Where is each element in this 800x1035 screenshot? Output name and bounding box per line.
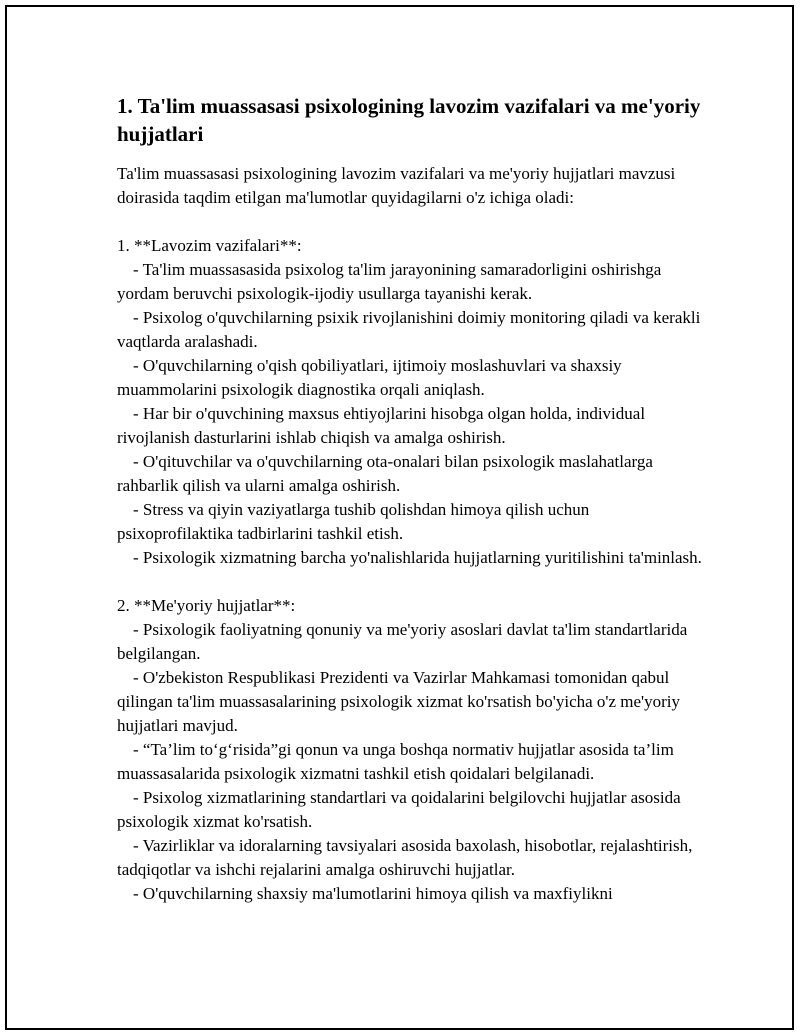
list-item-continuation: rejalashtirish, tadqiqotlar va ishchi rejalarini amalga oshiruvchi hujjatlar. [117, 836, 693, 879]
list-item-first-line: - Psixologik xizmatning barcha yo'nalishlarida hujjatlarning yuritilishini [133, 548, 625, 567]
list-item [117, 402, 707, 450]
list-item [117, 618, 707, 666]
document-body [117, 92, 707, 906]
list-item [117, 450, 707, 498]
section-regulations [117, 594, 707, 906]
list-item-continuation: individual rivojlanish dasturlarini ishlab chiqish va amalga oshirish. [117, 404, 646, 447]
list-item [117, 738, 707, 786]
list-item-first-line: - Stress va qiyin vaziyatlarga tushib qolishdan himoya qilish uchun [133, 500, 590, 519]
list-item-first-line: - Vazirliklar va idoralarning tavsiyalari asosida baxolash, hisobotlar, [133, 836, 597, 855]
list-item-first-line: - Har bir o'quvchining maxsus ehtiyojlarini hisobga olgan holda, [133, 404, 572, 423]
list-item-first-line: - Ta'lim muassasasida psixolog ta'lim jarayonining samaradorligini [133, 260, 588, 279]
list-item [117, 546, 707, 570]
list-item-first-line: - O'quvchilarning o'qish qobiliyatlari, ijtimoiy moslashuvlari va shaxsiy [133, 356, 622, 375]
list-item-continuation: oshirishga yordam beruvchi psixologik-ijodiy usullarga tayanishi kerak. [117, 260, 662, 303]
list-item [117, 882, 707, 906]
list-item [117, 354, 707, 402]
list-item-continuation: psixoprofilaktika tadbirlarini tashkil etish. [117, 524, 404, 543]
list-item-continuation: standartlarida belgilangan. [117, 620, 688, 663]
list-item [117, 498, 707, 546]
section-heading: 2. **Me'yoriy hujjatlar**: [117, 596, 296, 615]
section-heading: 1. **Lavozim vazifalari**: [117, 236, 302, 255]
list-item-continuation: asosida psixologik xizmat ko'rsatish. [117, 788, 681, 831]
list-item [117, 786, 707, 834]
list-item [117, 306, 707, 354]
section-duties [117, 234, 707, 570]
list-item-continuation: ta'minlash. [628, 548, 702, 567]
intro-paragraph: Ta'lim muassasasi psixologining lavozim vazifalari va me'yoriy hujjatlari mavzusi doirasida taqdim etilgan ma'lumotlar quyidagilarni o'z ichiga oladi: [117, 164, 676, 207]
list-item [117, 666, 707, 738]
list-item-first-line: - O'qituvchilar va o'quvchilarning ota-onalari bilan psixologik [133, 452, 555, 471]
list-item-first-line: - “Ta’lim to‘g‘risida”gi qonun va unga boshqa normativ hujjatlar asosida [133, 740, 629, 759]
list-item [117, 834, 707, 882]
list-item-first-line: - Psixolog xizmatlarining standartlari va qoidalarini belgilovchi hujjatlar [133, 788, 627, 807]
list-item-first-line: - Psixologik faoliyatning qonuniy va me'yoriy asoslari davlat ta'lim [133, 620, 591, 639]
list-item-first-line: - O'zbekiston Respublikasi Prezidenti va Vazirlar Mahkamasi tomonidan [133, 668, 628, 687]
list-item-continuation: muammolarini psixologik diagnostika orqali aniqlash. [117, 380, 485, 399]
list-item-continuation: qabul qilingan ta'lim muassasalarining psixologik xizmat ko'rsatish bo'yicha o'z me'yoriy hujjatlari mavjud. [117, 668, 680, 735]
list-item-continuation: va kerakli vaqtlarda aralashadi. [117, 308, 701, 351]
list-item-continuation: maslahatlarga rahbarlik qilish va ularni amalga oshirish. [117, 452, 653, 495]
list-item-first-line: - Psixolog o'quvchilarning psixik rivojlanishini doimiy monitoring qiladi [133, 308, 629, 327]
document-title: 1. Ta'lim muassasasi psixologining lavozim vazifalari va me'yoriy hujjatlari [117, 94, 701, 146]
list-item [117, 258, 707, 306]
list-item-continuation: ta’lim muassasalarida psixologik xizmatni tashkil etish qoidalari belgilanadi. [117, 740, 674, 783]
list-item-first-line: - O'quvchilarning shaxsiy ma'lumotlarini himoya qilish va maxfiylikni [133, 884, 613, 903]
